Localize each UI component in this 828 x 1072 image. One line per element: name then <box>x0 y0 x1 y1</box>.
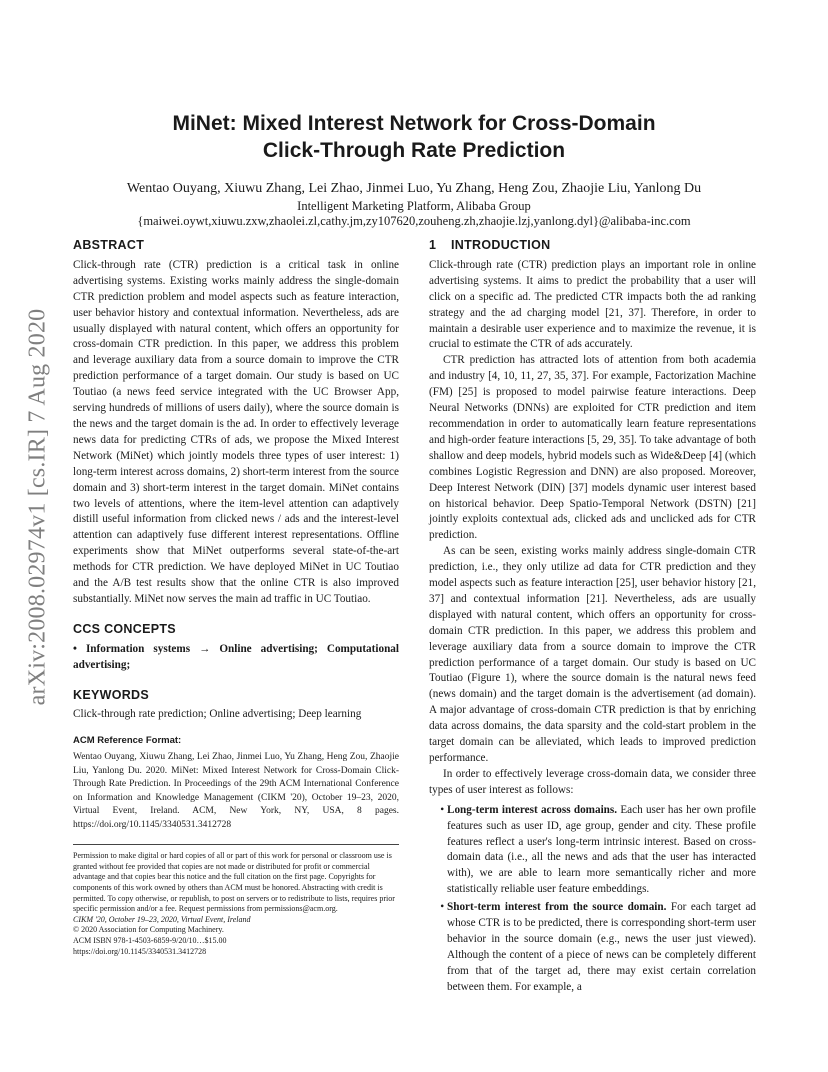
author-emails: {maiwei.oywt,xiuwu.zxw,zhaolei.zl,cathy.jm,zy107620,zouheng.zh,zhaojie.lzj,yanlong.dyl}@alibaba-inc.com <box>137 214 691 228</box>
intro-paragraph-2: CTR prediction has attracted lots of attention from both academia and industry [4, 10, 11, 27, 35, 37]. For example, Factorization Machine (FM) [25] is proposed to model pairwise feature interactions. Deep Neural Networks (DNNs) are exploited for CTR prediction and item recommendation in order to automatically learn feature representations and high-order feature interactions [5, 29, 35]. To take advantage of both shallow and deep models, hybrid models such as Wide&Deep [4] (which combines Logistic Regression and DNN) are also proposed. Moreover, Deep Interest Network (DIN) [37] models dynamic user interest based on historical behavior. Deep Spatio-Temporal Network (DSTN) [21] jointly exploits contextual ads, clicked ads and unclicked ads for CTR prediction. <box>429 354 756 542</box>
list-item <box>447 803 756 898</box>
title-line-2: Click-Through Rate Prediction <box>262 139 566 162</box>
doi-line: https://doi.org/10.1145/3340531.3412728 <box>73 946 207 956</box>
reference-format <box>73 733 399 832</box>
arxiv-sidebar-stamp <box>8 292 68 722</box>
bullet-title-2: Short-term interest from the source domain. <box>447 901 667 914</box>
ccs-section <box>73 622 399 674</box>
intro-paragraph-1: Click-through rate (CTR) prediction plays an important role in online advertising systems. It aims to predict the probability that a user will click on a specific ad. The predicted CTR impacts both the ad ranking strategy and the ad charging model [21, 37]. Therefore, in order to maintain a desirable user experience and to maximize the revenue, it is crucial to estimate the CTR of ads accurately. <box>429 258 756 351</box>
affiliation: Intelligent Marketing Platform, Alibaba Group <box>297 199 531 213</box>
ccs-heading: CCS CONCEPTS <box>73 621 176 636</box>
keywords-heading: KEYWORDS <box>73 687 150 702</box>
conference-line: CIKM '20, October 19–23, 2020, Virtual Event, Ireland <box>73 914 251 924</box>
bullet-title-1: Long-term interest across domains. <box>447 803 618 816</box>
intro-heading <box>429 238 756 254</box>
keywords-text: Click-through rate prediction; Online advertising; Deep learning <box>73 708 362 721</box>
copyright-line: © 2020 Association for Computing Machinery. <box>73 925 224 935</box>
footnote-divider <box>73 844 399 845</box>
ccs-text: • Information systems → Online advertising; Computational advertising; <box>73 642 399 671</box>
arxiv-identifier: arXiv:2008.02974v1 [cs.IR] 7 Aug 2020 <box>24 308 51 706</box>
intro-paragraph-4: In order to effectively leverage cross-domain data, we consider three types of user interest as follows: <box>429 767 756 796</box>
permission-text: Permission to make digital or hard copies of all or part of this work for personal or classroom use is granted without fee provided that copies are not made or distributed for profit or commercial advantage and that copies bear this notice and the full citation on the first page. Copyrights for components of this work owned by others than ACM must be honored. Abstracting with credit is permitted. To copy otherwise, or republish, to post on servers or to redistribute to lists, requires prior specific permission and/or a fee. Request permissions from permissions@acm.org. <box>73 851 395 914</box>
permission-block <box>73 851 399 957</box>
intro-paragraph-3: As can be seen, existing works mainly address single-domain CTR prediction, i.e., they only utilize ad data for CTR prediction and they model aspects such as feature interaction [25], user behavior history [21, 37] and contextual information [21]. Nevertheless, ads are usually displayed with natural content, which offers an opportunity for cross-domain CTR prediction. In this paper, we address this problem and leverage auxiliary data from a source domain to improve the CTR prediction performance of a target domain. Our study is based on UC Toutiao (Figure 1), where the source domain is the natural news feed (news domain) and the target domain is the advertisement (ad domain). A major advantage of cross-domain CTR prediction is that by enriching data across domains, the data sparsity and the cold-start problem in the target domain can be alleviated, which leads to improved prediction performance. <box>429 545 756 764</box>
isbn-line: ACM ISBN 978-1-4503-6859-9/20/10…$15.00 <box>73 936 227 946</box>
intro-heading-text: INTRODUCTION <box>451 238 551 252</box>
right-column <box>429 238 756 998</box>
section-number: 1 <box>429 238 437 252</box>
reference-format-heading: ACM Reference Format: <box>73 735 182 747</box>
left-column <box>73 238 399 957</box>
keywords-section <box>73 688 399 724</box>
bullet-text-1: Each user has her own profile features such as user ID, age group, gender and city. These profile features reflect a user's long-term intrinsic interest. Based on cross-domain data (i.e., all the news and ads that the user has interacted with), we are able to learn more semantically richer and more statistically reliable user feature embeddings. <box>447 803 756 896</box>
title-line-1: MiNet: Mixed Interest Network for Cross-Domain <box>172 112 656 135</box>
list-item <box>447 900 756 995</box>
abstract-text: Click-through rate (CTR) prediction is a critical task in online advertising systems. Existing works mainly address the single-domain CTR prediction problem and model aspects such as feature interaction, user behavior history and contextual information. Nevertheless, ads are usually displayed with natural content, which offers an opportunity for cross-domain CTR prediction. In this paper, we address this problem and leverage auxiliary data from a source domain to improve the CTR prediction performance of a target domain. Our study is based on UC Toutiao (a news feed service integrated with the UC Browser App, serving hundreds of millions of users daily), where the source domain is the news and the target domain is the ad. In order to effectively leverage news data for predicting CTRs of ads, we propose the Mixed Interest Network (MiNet) which jointly models three types of user interest: 1) long-term interest across domains, 2) short-term interest from the source domain and 3) short-term interest in the target domain. MiNet contains two levels of attentions, where the item-level attention can adaptively distill useful information from clicked news / ads and the interest-level attention can adaptively fuse different interest representations. Offline experiments show that MiNet outperforms several state-of-the-art methods for CTR prediction. We have deployed MiNet in UC Toutiao and the A/B test results show that the online CTR is also improved substantially. MiNet now serves the main ad traffic in UC Toutiao. <box>73 258 399 605</box>
interest-list <box>429 803 756 996</box>
author-list: Wentao Ouyang, Xiuwu Zhang, Lei Zhao, Jinmei Luo, Yu Zhang, Heng Zou, Zhaojie Liu, Yanlong Du <box>126 181 702 196</box>
reference-format-text: Wentao Ouyang, Xiuwu Zhang, Lei Zhao, Jinmei Luo, Yu Zhang, Heng Zou, Zhaojie Liu, Yanlong Du. 2020. MiNet: Mixed Interest Network for Cross-Domain Click-Through Rate Prediction. In Proceedings of the 29th ACM International Conference on Information and Knowledge Management (CIKM '20), October 19–23, 2020, Virtual Event, Ireland. ACM, New York, NY, USA, 8 pages. https://doi.org/10.1145/3340531.3412728 <box>73 752 399 830</box>
paper-title <box>0 110 828 164</box>
bullet-text-2: For each target ad whose CTR is to be predicted, there is corresponding short-term user behavior in the source domain (e.g., news the user just viewed). Although the content of a piece of news can be completely different from that of the target ad, there may exist certain correlation between them. For example, a <box>447 901 757 993</box>
abstract-heading: ABSTRACT <box>73 238 145 252</box>
